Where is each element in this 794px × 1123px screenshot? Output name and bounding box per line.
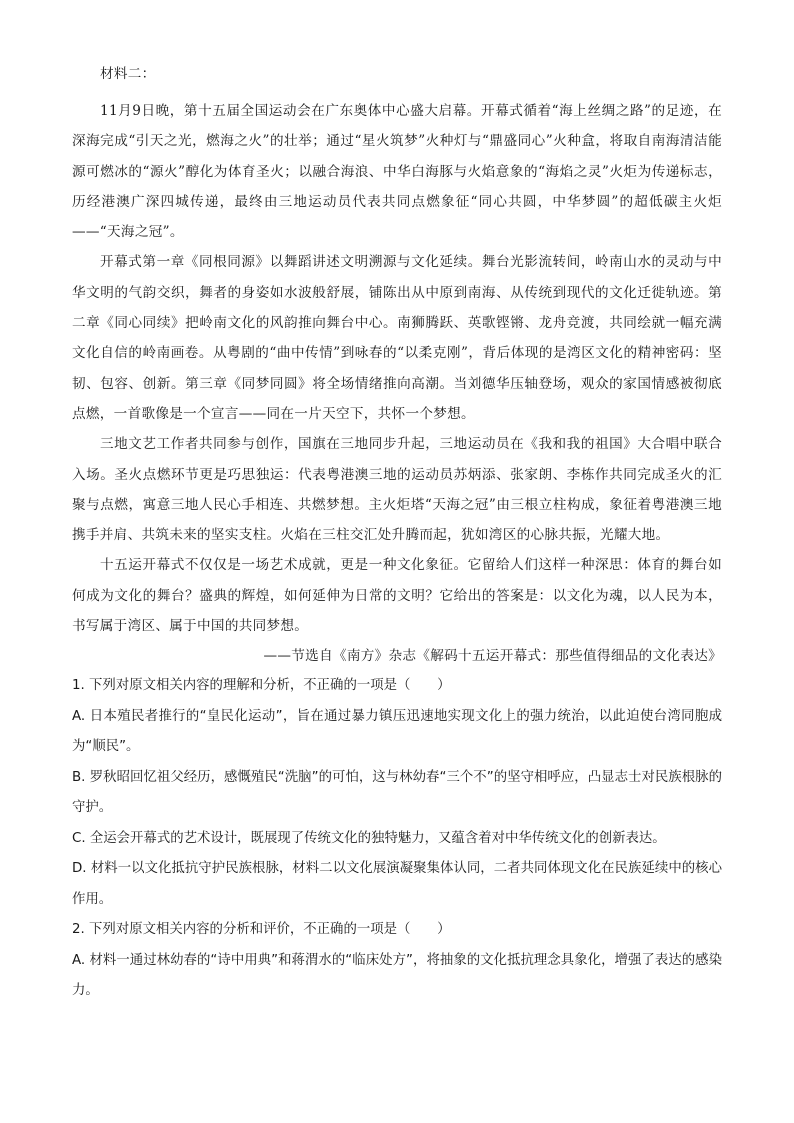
question-2 [72,915,722,1007]
question-stem: 1. 下列对原文相关内容的理解和分析，不正确的一项是（ ） [72,678,451,694]
question-stem: 2. 下列对原文相关内容的分析和评价，不正确的一项是（ ） [72,922,451,938]
option-b: B. 罗秋昭回忆祖父经历，感慨殖民“洗脑”的可怕，这与林幼春“三个不”的坚守相呼应，凸显志士对民族根脉的守护。 [72,769,722,816]
material-title: 材料二： [100,66,156,82]
material-paragraph: 开幕式第一章《同根同源》以舞蹈讲述文明溯源与文化延续。舞台光影流转间，岭南山水的灵动与中华文明的气韵交织，舞者的身姿如水波般舒展，铺陈出从中原到南海、从传统到现代的文化迁徙轨迹。第二章《同心同续》把岭南文化的风韵推向舞台中心。南狮腾跃、英歌铿锵、龙舟竞渡，共同绘就一幅充满文化自信的岭南画卷。从粤剧的“曲中传情”到咏春的“以柔克刚”，背后体现的是湾区文化的精神密码：坚韧、包容、创新。第三章《同梦同圆》将全场情绪推向高潮。当刘德华压轴登场，观众的家国情感被彻底点燃，一首歌像是一个宣言——同在一片天空下，共怀一个梦想。 [72,254,722,422]
option-a: A. 日本殖民者推行的“皇民化运动”，旨在通过暴力镇压迅速地实现文化上的强力统治，以此迫使台湾同胞成为“顺民”。 [72,708,722,755]
material-paragraph: 11月9日晚，第十五届全国运动会在广东奥体中心盛大启幕。开幕式循着“海上丝绸之路”的足迹，在深海完成“引天之光，燃海之火”的壮举；通过“星火筑梦”火种灯与“鼎盛同心”火种盒，将取自南海清洁能源可燃冰的“源火”醇化为体育圣火；以融合海浪、中华白海豚与火焰意象的“海焰之灵”火炬为传递标志，历经港澳广深四城传递，最终由三地运动员代表共同点燃象征“同心共圆，中华梦圆”的超低碳主火炬——“天海之冠”。 [72,103,722,241]
material-paragraph: 三地文艺工作者共同参与创作，国旗在三地同步升起，三地运动员在《我和我的祖国》大合唱中联合入场。圣火点燃环节更是巧思独运：代表粤港澳三地的运动员苏炳添、张家朗、李栋作共同完成圣火的汇聚与点燃，寓意三地人民心手相连、共燃梦想。主火炬塔“天海之冠”由三根立柱构成，象征着粤港澳三地携手并肩、共筑未来的坚实支柱。火焰在三柱交汇处升腾而起，犹如湾区的心脉共振，光耀大地。 [72,436,722,544]
option-a: A. 材料一通过林幼春的“诗中用典”和蒋渭水的“临床处方”，将抽象的文化抵抗理念具象化，增强了表达的感染力。 [72,952,722,999]
question-1 [72,671,722,915]
option-c: C. 全运会开幕式的艺术设计，既展现了传统文化的独特魅力，又蕴含着对中华传统文化的创新表达。 [72,830,666,846]
exam-page [72,64,722,1007]
option-d: D. 材料一以文化抵抗守护民族根脉，材料二以文化展演凝聚集体认同，二者共同体现文化在民族延续中的核心作用。 [72,861,722,907]
material-paragraph: 十五运开幕式不仅仅是一场艺术成就，更是一种文化象征。它留给人们这样一种深思：体育的舞台如何成为文化的舞台？盛典的辉煌，如何延伸为日常的文明？它给出的答案是：以文化为魂，以人民为本，书写属于湾区、属于中国的共同梦想。 [72,557,722,635]
material-source: ——节选自《南方》杂志《解码十五运开幕式：那些值得细品的文化表达》 [263,648,722,665]
